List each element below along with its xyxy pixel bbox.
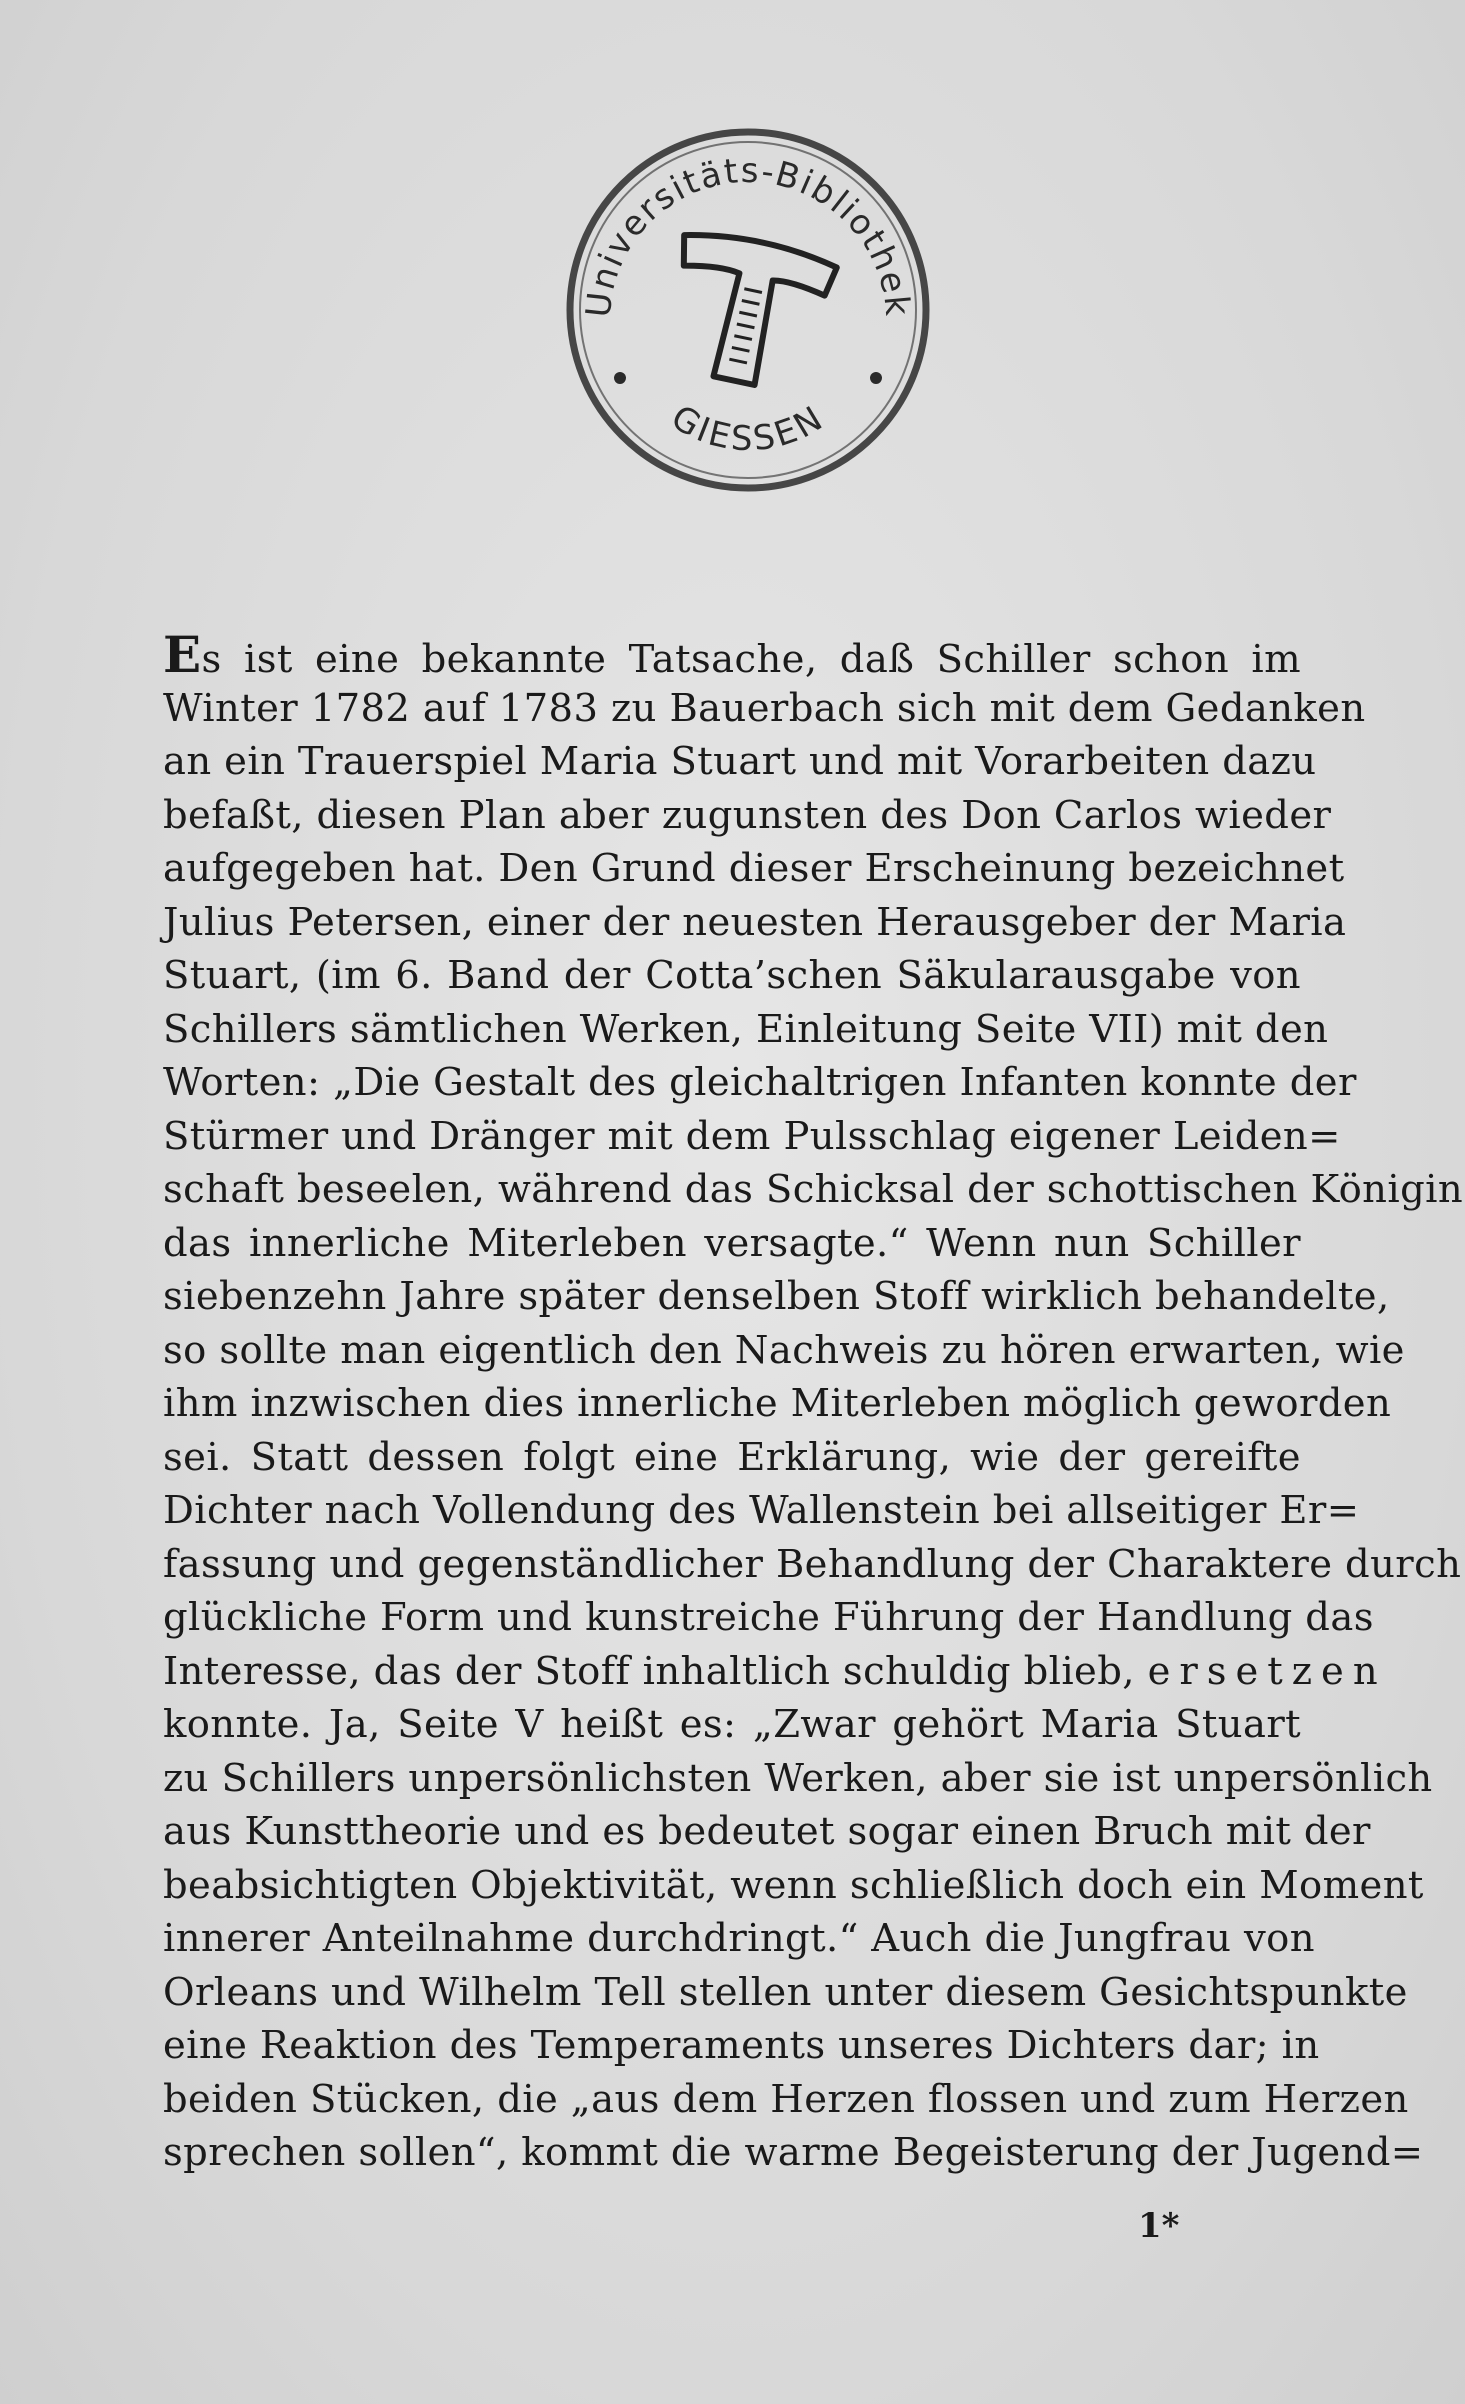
stamp-dot-right — [870, 372, 882, 384]
text-line: befaßt, diesen Plan aber zugunsten des Don Carlos wieder — [163, 792, 1332, 838]
text-line: Stuart, (im 6. Band der Cotta’schen Säkularausgabe von — [163, 953, 1301, 998]
text-line: zu Schillers unpersönlichsten Werken, aber sie ist unpersönlich — [163, 1755, 1433, 1801]
text-line: an ein Trauerspiel Maria Stuart und mit Vorarbeiten dazu — [163, 739, 1317, 784]
text-line: beabsichtigten Objektivität, wenn schließlich doch ein Moment — [163, 1862, 1424, 1908]
library-stamp — [558, 120, 938, 500]
text-line: fassung und gegenständlicher Behandlung der Charaktere durch — [163, 1541, 1462, 1587]
text-line: Orleans und Wilhelm Tell stellen unter diesem Gesichtspunkte — [163, 1969, 1408, 2015]
text-line: konnte. Ja, Seite V heißt es: „Zwar gehört Maria Stuart — [163, 1702, 1301, 1747]
text-line: ihm inzwischen dies innerliche Miterleben möglich geworden — [163, 1381, 1392, 1426]
text-line: beiden Stücken, die „aus dem Herzen flossen und zum Herzen — [163, 2076, 1409, 2122]
text-line: Dichter nach Vollendung des Wallenstein bei allseitiger Er= — [163, 1488, 1360, 1533]
text-line: Schillers sämtlichen Werken, Einleitung Seite VII) mit den — [163, 1006, 1329, 1052]
text-line: Interesse, das der Stoff inhaltlich schuldig blieb, ersetzen — [163, 1648, 1387, 1694]
text-line: sprechen sollen“, kommt die warme Begeisterung der Jugend= — [163, 2130, 1424, 2175]
drop-cap: E — [163, 625, 202, 684]
text-line: Julius Petersen, einer der neuesten Herausgeber der Maria — [163, 899, 1347, 945]
text-line: eine Reaktion des Temperaments unseres Dichters dar; in — [163, 2023, 1320, 2068]
text-line: glückliche Form und kunstreiche Führung der Handlung das — [163, 1595, 1374, 1640]
text-line: Winter 1782 auf 1783 zu Bauerbach sich mit dem Gedanken — [163, 685, 1366, 731]
stamp-top-text: Universitäts-Bibliothek — [578, 150, 918, 320]
text-line: Stürmer und Dränger mit dem Pulsschlag eigener Leiden= — [163, 1113, 1341, 1159]
body-paragraph — [163, 625, 1464, 2180]
text-line: schaft beseelen, während das Schicksal der schottischen Königin — [163, 1167, 1464, 1212]
text-line: innerer Anteilnahme durchdringt.“ Auch die Jungfrau von — [163, 1916, 1315, 1961]
text-line: siebenzehn Jahre später denselben Stoff wirklich behandelte, — [163, 1274, 1390, 1319]
text-line: sei. Statt dessen folgt eine Erklärung, wie der gereifte — [163, 1434, 1301, 1480]
stamp-bottom-text: GIESSEN — [664, 397, 832, 460]
page-signature: 1* — [1138, 2206, 1180, 2246]
stamp-dot-left — [614, 372, 626, 384]
text-line: aufgegeben hat. Den Grund dieser Erscheinung bezeichnet — [163, 846, 1345, 891]
text-line: aus Kunsttheorie und es bedeutet sogar einen Bruch mit der — [163, 1809, 1371, 1854]
emphasized-word: ersetzen — [1147, 1648, 1387, 1694]
text-line: Es ist eine bekannte Tatsache, daß Schiller schon im — [163, 625, 1301, 684]
text-line: Worten: „Die Gestalt des gleichaltrigen Infanten konnte der — [163, 1060, 1357, 1105]
text-line: so sollte man eigentlich den Nachweis zu hören erwarten, wie — [163, 1327, 1405, 1373]
text-line: das innerliche Miterleben versagte.“ Wenn nun Schiller — [163, 1220, 1301, 1266]
tau-cross-icon — [657, 226, 839, 396]
